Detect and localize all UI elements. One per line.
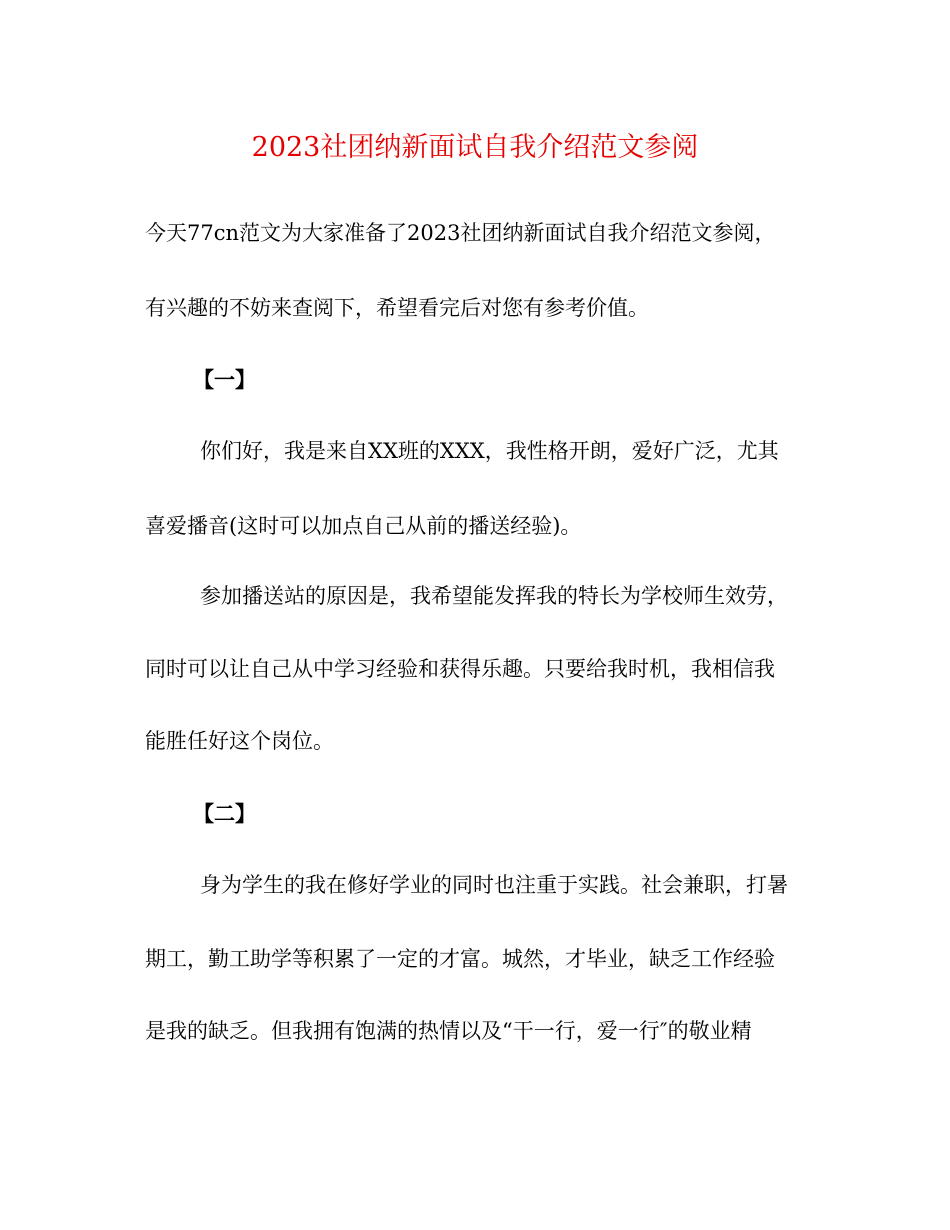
section1-para2-line-2: 同时可以让自己从中学习经验和获得乐趣。只要给我时机，我相信我 bbox=[145, 657, 775, 681]
section1-para2-line-3: 能胜任好这个岗位。 bbox=[145, 729, 334, 753]
section2-para1-line-1: 身为学生的我在修好学业的同时也注重于实践。社会兼职，打暑 bbox=[200, 873, 788, 897]
intro-line-1: 今天77cn范文为大家准备了2023社团纳新面试自我介绍范文参阅， bbox=[145, 221, 776, 245]
document-title: 2023社团纳新面试自我介绍范文参阅 bbox=[251, 132, 699, 163]
section1-para2-line-1: 参加播送站的原因是，我希望能发挥我的特长为学校师生效劳， bbox=[200, 584, 788, 608]
section2-para1-line-2: 期工，勤工助学等积累了一定的才富。城然，才毕业，缺乏工作经验 bbox=[145, 947, 775, 971]
section-heading-2: 【二】 bbox=[193, 801, 256, 826]
section2-para1-line-3: 是我的缺乏。但我拥有饱满的热情以及“干一行，爱一行″的敬业精 bbox=[145, 1019, 752, 1043]
section1-para1-line-2: 喜爱播音(这时可以加点自己从前的播送经验)。 bbox=[145, 514, 582, 538]
intro-line-2: 有兴趣的不妨来查阅下，希望看完后对您有参考价值。 bbox=[145, 296, 649, 320]
section1-para1-line-1: 你们好，我是来自XX班的XXX，我性格开朗，爱好广泛，尤其 bbox=[200, 439, 779, 463]
section-heading-1: 【一】 bbox=[193, 367, 256, 392]
